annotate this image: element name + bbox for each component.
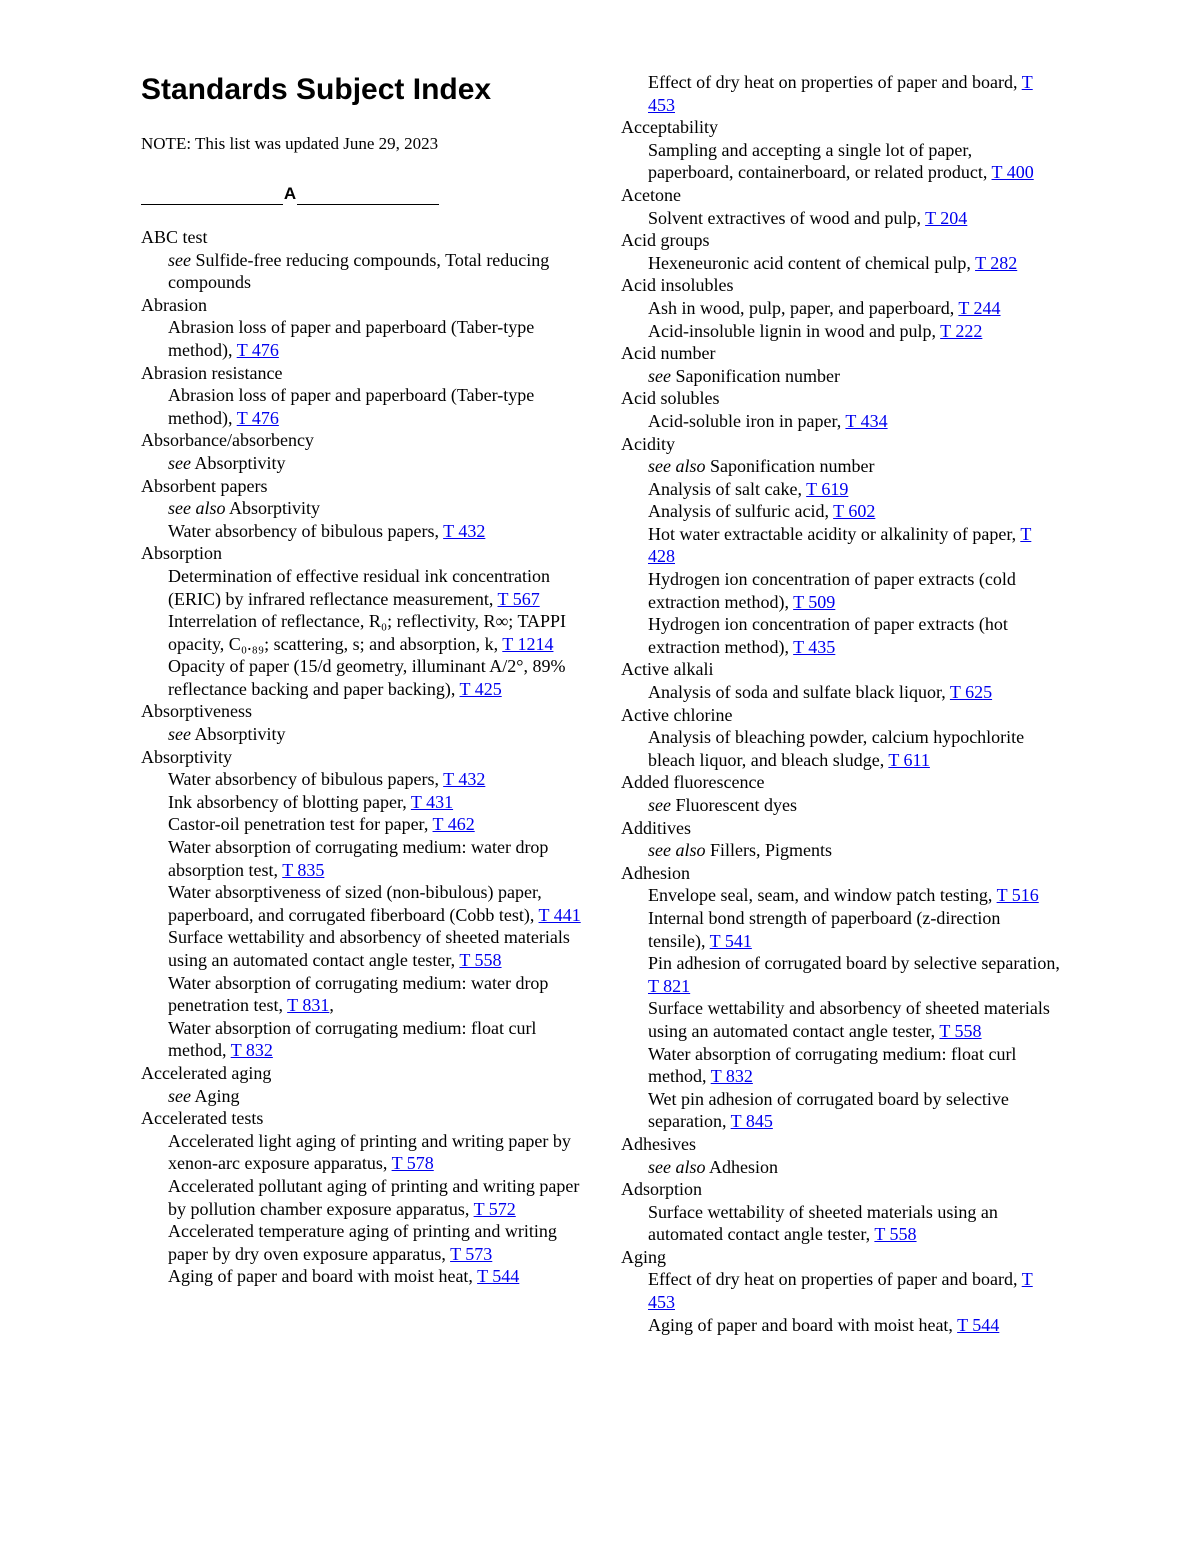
entry-text: Water absorption of corrugating medium: float curl method, [168, 1017, 537, 1061]
standard-link[interactable]: T 831 [287, 995, 330, 1016]
entry-text: Hexeneuronic acid content of chemical pulp, [648, 252, 971, 273]
entry-text: Castor-oil penetration test for paper, [168, 814, 429, 835]
index-entry [168, 836, 581, 881]
standard-link[interactable]: T 625 [949, 682, 993, 703]
entry-text: Analysis of bleaching powder, calcium hypochlorite bleach liquor, and bleach sludge, [648, 727, 1025, 770]
standard-link[interactable]: T 462 [432, 814, 475, 835]
entry-text: Sampling and accepting a single lot of paper, paperboard, containerboard, or related product, [648, 139, 988, 183]
index-entry [648, 613, 1061, 658]
see-reference: see also [648, 456, 706, 477]
standard-link[interactable]: T 428 [648, 523, 1032, 567]
index-term: Additives [621, 817, 691, 838]
index-entry [168, 972, 581, 1017]
index-entry [168, 1130, 581, 1175]
index-entry [648, 681, 1061, 704]
entry-text: Analysis of sulfuric acid, [648, 501, 829, 522]
index-entry [168, 723, 581, 746]
index-entry [168, 497, 581, 520]
index-entry [168, 1175, 581, 1220]
see-reference: see also [648, 1156, 706, 1177]
entry-text: Accelerated light aging of printing and writing paper by xenon-arc exposure apparatus, [168, 1130, 571, 1174]
index-term: Absorptiveness [141, 701, 252, 722]
standard-link[interactable]: T 435 [793, 636, 836, 657]
entry-text: Water absorbency of bibulous papers, [168, 769, 439, 790]
entry-text: Absorptivity [229, 498, 321, 519]
entry-text: Absorptivity [194, 724, 286, 745]
index-entry [648, 952, 1061, 997]
see-reference: see [168, 1085, 191, 1106]
index-entry [648, 207, 1061, 230]
entry-text: Water absorbency of bibulous papers, [168, 520, 439, 541]
entry-text: Ash in wood, pulp, paper, and paperboard, [648, 297, 955, 318]
standard-link[interactable]: T 845 [730, 1111, 773, 1132]
standard-link[interactable]: T 544 [957, 1314, 1000, 1335]
see-reference: see [648, 365, 671, 386]
index-term: Absorbent papers [141, 475, 268, 496]
index-term: Acid solubles [621, 388, 720, 409]
index-entry [168, 610, 581, 655]
standard-link[interactable]: T 476 [236, 407, 279, 428]
entry-text: Water absorption of corrugating medium: float curl method, [648, 1043, 1017, 1087]
index-entry [648, 568, 1061, 613]
index-entry [168, 316, 581, 361]
standard-link[interactable]: T 573 [450, 1243, 493, 1264]
standard-link[interactable]: T 541 [709, 930, 752, 951]
index-entry [648, 839, 1061, 862]
standard-link[interactable]: T 222 [940, 320, 983, 341]
index-entry [648, 455, 1061, 478]
see-reference: see [648, 795, 671, 815]
index-term: Acid insolubles [621, 275, 734, 296]
entry-text: Aging of paper and board with moist heat, [648, 1314, 953, 1335]
index-term: Absorption [141, 543, 222, 564]
entry-text: Accelerated pollutant aging of printing and writing paper by pollution chamber exposure apparatus, [168, 1175, 580, 1219]
index-entry [648, 884, 1061, 907]
entry-text: Saponification number [675, 365, 840, 386]
index-entry [648, 365, 1061, 388]
standard-link[interactable]: T 558 [874, 1224, 917, 1245]
index-entry [648, 297, 1061, 320]
standard-link[interactable]: T 544 [477, 1266, 520, 1287]
index-entry [168, 655, 581, 700]
standard-link[interactable]: T 619 [806, 478, 849, 499]
index-entry [168, 520, 581, 543]
index-entry [648, 1043, 1061, 1088]
index-entry [648, 1201, 1061, 1246]
entry-text: Effect of dry heat on properties of paper and board, [648, 72, 1018, 92]
entry-text: Aging of paper and board with moist heat, [168, 1266, 473, 1287]
entry-text: Abrasion loss of paper and paperboard (Taber-type method), [168, 385, 535, 428]
entry-text: Determination of effective residual ink concentration (ERIC) by infrared reflectance measurement, [168, 565, 551, 609]
standard-link[interactable]: T 441 [538, 904, 581, 925]
entry-text: Aging [194, 1085, 240, 1106]
entry-text: Internal bond strength of paperboard (z-direction tensile), [648, 907, 1001, 951]
standard-link[interactable]: T 434 [845, 410, 888, 431]
entry-text: Hot water extractable acidity or alkalinity of paper, [648, 523, 1017, 544]
index-entry [648, 997, 1061, 1042]
standard-link[interactable]: T 432 [443, 520, 486, 541]
index-term: Abrasion resistance [141, 362, 283, 383]
index-entry [168, 881, 581, 926]
divider-rule-right [297, 185, 439, 205]
entry-text: Ink absorbency of blotting paper, [168, 791, 407, 812]
entry-text: Saponification number [710, 456, 875, 477]
index-entry [168, 926, 581, 971]
update-note: NOTE: This list was updated June 29, 2023 [141, 134, 439, 153]
index-term: Absorbance/absorbency [141, 430, 314, 451]
index-entry [168, 813, 581, 836]
entry-text: Analysis of salt cake, [648, 478, 802, 499]
index-entry [648, 139, 1061, 184]
index-entry [648, 523, 1061, 568]
index-entry [168, 249, 581, 294]
entry-text: Absorptivity [194, 452, 286, 473]
entry-text: Interrelation of reflectance, R₀; reflectivity, R∞; TAPPI opacity, C₀.₈₉; scattering, s; and absorption, k, [168, 611, 567, 654]
standard-link[interactable]: T 453 [648, 1269, 1033, 1313]
entry-text: Surface wettability and absorbency of sheeted materials using an automated contact angle tester, [648, 998, 1050, 1041]
standard-link[interactable]: T 832 [710, 1066, 753, 1087]
standard-link[interactable]: T 400 [991, 162, 1034, 183]
index-entry [168, 791, 581, 814]
page-title: Standards Subject Index [141, 73, 492, 106]
index-term: Accelerated tests [141, 1108, 264, 1129]
see-reference: see [168, 452, 191, 473]
index-column-left [141, 226, 581, 1288]
entry-text: Water absorptiveness of sized (non-bibulous) paper, paperboard, and corrugated fiberboard (Cobb test), [168, 882, 542, 925]
index-entry [648, 71, 1061, 116]
standard-link[interactable]: T 832 [230, 1040, 273, 1061]
standard-link[interactable]: T 602 [833, 501, 876, 522]
section-letter: A [283, 184, 297, 203]
entry-suffix: , [329, 995, 334, 1016]
standard-link[interactable]: T 835 [282, 859, 325, 880]
entry-text: Surface wettability and absorbency of sheeted materials using an automated contact angle tester, [168, 927, 570, 970]
index-term: Acid groups [621, 230, 710, 251]
index-term: Absorptivity [141, 746, 233, 767]
standard-link[interactable]: T 611 [888, 749, 930, 770]
index-entry [648, 320, 1061, 343]
index-entry [648, 1088, 1061, 1133]
entry-text: Analysis of soda and sulfate black liquor, [648, 682, 946, 703]
index-term: Acid number [621, 343, 716, 364]
entry-text: Effect of dry heat on properties of paper and board, [648, 1269, 1018, 1290]
standard-link[interactable]: T 432 [443, 769, 486, 790]
standard-link[interactable]: T 821 [648, 975, 691, 996]
index-column-right [621, 71, 1061, 1336]
entry-text: Hydrogen ion concentration of paper extracts (hot extraction method), [648, 614, 1008, 657]
entry-text: Adhesion [709, 1156, 779, 1177]
index-term: Abrasion [141, 294, 207, 315]
see-reference: see [168, 249, 191, 270]
entry-text: Wet pin adhesion of corrugated board by selective separation, [648, 1088, 1009, 1132]
entry-text: Fluorescent dyes [675, 795, 797, 815]
index-term: Added fluorescence [621, 772, 765, 793]
standard-link[interactable]: T 453 [648, 72, 1033, 115]
divider-rule-left [141, 185, 283, 205]
index-entry [648, 252, 1061, 275]
entry-text: Abrasion loss of paper and paperboard (Taber-type method), [168, 317, 535, 360]
index-entry [648, 478, 1061, 501]
index-term: Adsorption [621, 1179, 702, 1200]
index-term: Aging [621, 1246, 666, 1267]
see-reference: see also [648, 840, 706, 861]
index-entry [168, 768, 581, 791]
index-entry [648, 1156, 1061, 1179]
entry-text: Fillers, Pigments [710, 840, 833, 861]
entry-text: Water absorption of corrugating medium: water drop absorption test, [168, 837, 549, 880]
index-entry [648, 794, 1061, 817]
index-term: Acetone [621, 184, 681, 205]
index-entry [168, 1265, 581, 1288]
entry-text: Accelerated temperature aging of printing and writing paper by dry oven exposure apparatus, [168, 1221, 557, 1264]
index-entry [168, 1017, 581, 1062]
index-term: ABC test [141, 227, 208, 247]
standard-link[interactable]: T 244 [958, 297, 1001, 318]
entry-text: Water absorption of corrugating medium: water drop penetration test, [168, 972, 549, 1016]
standard-link[interactable]: T 476 [236, 339, 279, 360]
index-entry [168, 384, 581, 429]
index-entry [648, 1314, 1061, 1337]
index-term: Acceptability [621, 117, 718, 138]
index-entry [648, 907, 1061, 952]
standard-link[interactable]: T 204 [925, 207, 968, 228]
see-reference: see [168, 724, 191, 745]
index-entry [168, 565, 581, 610]
index-entry [168, 1220, 581, 1265]
entry-text: Solvent extractives of wood and pulp, [648, 207, 921, 228]
entry-text: Acid-insoluble lignin in wood and pulp, [648, 320, 936, 341]
index-entry [648, 500, 1061, 523]
standard-link[interactable]: T 282 [975, 252, 1018, 273]
standard-link[interactable]: T 578 [391, 1153, 434, 1174]
index-term: Acidity [621, 433, 675, 454]
standard-link[interactable]: T 509 [793, 591, 836, 612]
index-entry [168, 1085, 581, 1108]
entry-text: Envelope seal, seam, and window patch testing, [648, 885, 993, 906]
index-term: Active alkali [621, 659, 714, 680]
entry-text: Hydrogen ion concentration of paper extracts (cold extraction method), [648, 569, 1016, 612]
standard-link[interactable]: T 1214 [502, 633, 554, 654]
index-entry [648, 410, 1061, 433]
standard-link[interactable]: T 425 [459, 678, 502, 699]
standard-link[interactable]: T 431 [410, 791, 454, 812]
index-entry [648, 1268, 1061, 1313]
index-entry [168, 452, 581, 475]
entry-text: Sulfide-free reducing compounds, Total reducing compounds [168, 249, 550, 293]
index-term: Active chlorine [621, 704, 733, 725]
entry-text: Opacity of paper (15/d geometry, illuminant A/2°, 89% reflectance backing and paper backing), [168, 656, 566, 699]
section-divider [141, 183, 439, 205]
see-reference: see also [168, 498, 226, 519]
index-term: Accelerated aging [141, 1062, 272, 1083]
entry-text: Acid-soluble iron in paper, [648, 410, 842, 431]
standard-link[interactable]: T 516 [996, 885, 1039, 906]
standard-link[interactable]: T 572 [473, 1198, 516, 1219]
entry-text: Pin adhesion of corrugated board by selective separation, [648, 953, 1060, 974]
index-term: Adhesion [621, 862, 690, 883]
index-term: Adhesives [621, 1133, 696, 1154]
standard-link[interactable]: T 567 [497, 588, 540, 609]
standard-link[interactable]: T 558 [939, 1020, 982, 1041]
standard-link[interactable]: T 558 [459, 950, 502, 970]
index-entry [648, 726, 1061, 771]
entry-text: Surface wettability of sheeted materials using an automated contact angle tester, [648, 1201, 998, 1245]
